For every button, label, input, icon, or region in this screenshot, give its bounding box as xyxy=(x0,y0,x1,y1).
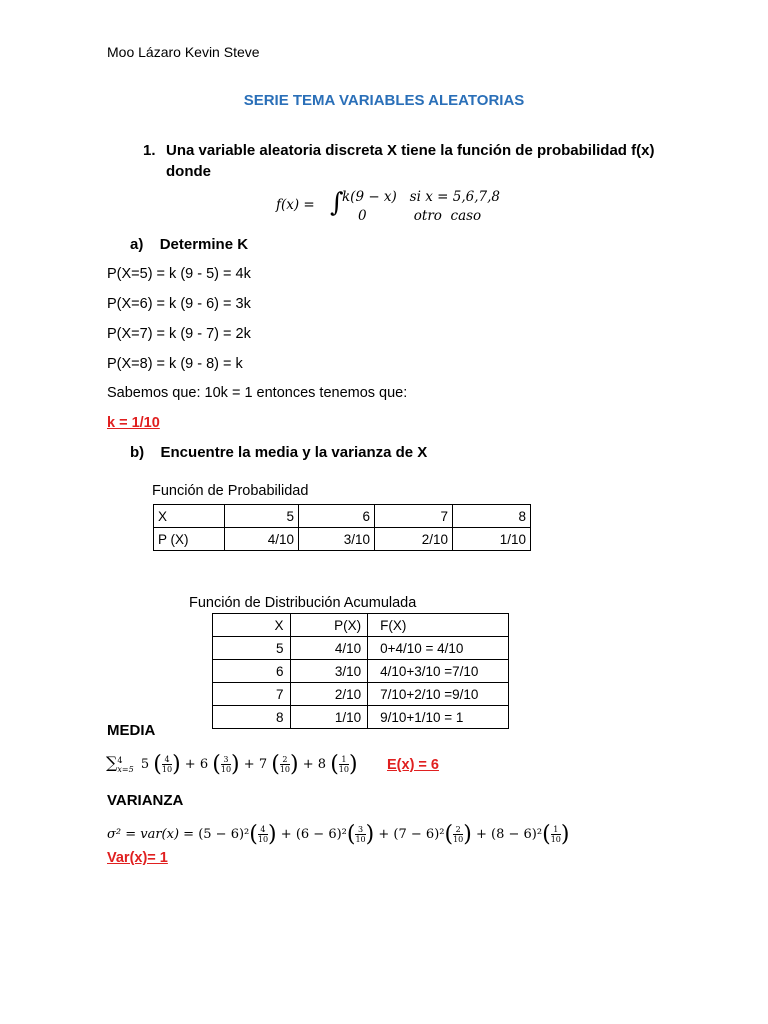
table-cell: 4/10 xyxy=(290,637,368,660)
part-a-line: Sabemos que: 10k = 1 entonces tenemos que: xyxy=(107,385,408,401)
table-cell: 5 xyxy=(225,505,299,528)
table-cell: X xyxy=(154,505,225,528)
part-a-line: P(X=8) = k (9 - 8) = k xyxy=(107,356,243,372)
table-cell: 3/10 xyxy=(290,660,368,683)
table-cell: 1/10 xyxy=(290,706,368,729)
formula-brace: ∫ xyxy=(330,188,344,218)
part-a-line: P(X=7) = k (9 - 7) = 2k xyxy=(107,326,251,342)
formula-lhs: f(x) = xyxy=(276,197,315,213)
mean-term: 8 ( $\frac{1}{10}$ ) xyxy=(317,752,358,777)
variance-term: (6 − 6)²( $\frac{3}{10}$ ) xyxy=(295,822,375,847)
table-cell: 7 xyxy=(213,683,291,706)
media-heading: MEDIA xyxy=(107,722,156,739)
probability-table xyxy=(153,504,531,551)
table-header-cell: X xyxy=(213,614,291,637)
part-b-title: Encuentre la media y la varianza de X xyxy=(160,444,428,461)
table-cell: 2/10 xyxy=(290,683,368,706)
table-cell: 6 xyxy=(213,660,291,683)
media-equation: ∑ 4 x=5 5 ( $\frac{4}{10}$ ) + 6 ( $\frac{3}{10}$ ) + 7 ( $\frac{2}{10}$ ) + 8 ( $\frac{1}{10}$ ) xyxy=(106,752,358,777)
sum-lower: x=5 xyxy=(117,764,134,774)
table-row xyxy=(154,528,531,551)
table-row xyxy=(154,505,531,528)
table-cell: 1/10 xyxy=(453,528,531,551)
table-cell: 4/10 xyxy=(225,528,299,551)
table-row xyxy=(213,660,509,683)
part-a-heading xyxy=(130,236,248,253)
question-text-line1: Una variable aleatoria discreta X tiene la función de probabilidad f(x) xyxy=(166,142,655,159)
part-b-label: b) xyxy=(130,444,145,461)
table-row xyxy=(213,637,509,660)
table-header-cell: P(X) xyxy=(290,614,368,637)
mean-term: 6 ( $\frac{3}{10}$ ) xyxy=(199,752,240,777)
mean-term: 5 ( $\frac{4}{10}$ ) xyxy=(140,752,181,777)
part-a-line: P(X=5) = k (9 - 5) = 4k xyxy=(107,266,251,282)
sum-symbol: ∑ xyxy=(106,753,118,772)
mean-result: E(x) = 6 xyxy=(387,757,439,773)
document-title: SERIE TEMA VARIABLES ALEATORIAS xyxy=(243,92,525,109)
table-row xyxy=(213,614,509,637)
table-cell: 4/10+3/10 =7/10 xyxy=(368,660,509,683)
table-cell: 8 xyxy=(213,706,291,729)
part-a-title: Determine K xyxy=(159,236,249,253)
table-header-cell: F(X) xyxy=(368,614,509,637)
variance-term: (8 − 6)²( $\frac{1}{10}$ ) xyxy=(491,822,570,847)
table-cell: 2/10 xyxy=(375,528,453,551)
cdf-table-caption: Función de Distribución Acumulada xyxy=(189,595,417,611)
question-text-line2: donde xyxy=(166,163,211,180)
variance-equation: σ² = var(x) = (5 − 6)²( $\frac{4}{10}$ ) + (6 − 6)²( $\frac{3}{10}$ ) + (7 − 6)²( $\frac{2}{10}$ ) + (8 − 6)²( $\frac{1}{10}$ ) xyxy=(107,822,570,847)
formula-case-2: 0 otro caso xyxy=(358,208,482,224)
variance-term: (7 − 6)²( $\frac{2}{10}$ ) xyxy=(393,822,472,847)
question-number: 1. xyxy=(143,142,156,159)
part-a-label: a) xyxy=(130,236,144,253)
table-cell: 9/10+1/10 = 1 xyxy=(368,706,509,729)
table-cell: 7/10+2/10 =9/10 xyxy=(368,683,509,706)
variance-lhs: σ² = var(x) = xyxy=(107,827,195,842)
author-name: Moo Lázaro Kevin Steve xyxy=(107,44,260,60)
table-cell: 8 xyxy=(453,505,531,528)
table-cell: 0+4/10 = 4/10 xyxy=(368,637,509,660)
part-b-heading xyxy=(130,444,427,461)
table-cell: P (X) xyxy=(154,528,225,551)
table-cell: 5 xyxy=(213,637,291,660)
table-cell: 3/10 xyxy=(299,528,375,551)
table-cell: 6 xyxy=(299,505,375,528)
cdf-table xyxy=(212,613,509,729)
table-row xyxy=(213,706,509,729)
varianza-heading: VARIANZA xyxy=(107,792,184,809)
prob-table-caption: Función de Probabilidad xyxy=(152,483,309,499)
mean-term: 7 ( $\frac{2}{10}$ ) xyxy=(258,752,299,777)
variance-result: Var(x)= 1 xyxy=(107,850,168,866)
part-a-line: P(X=6) = k (9 - 6) = 3k xyxy=(107,296,251,312)
k-result: k = 1/10 xyxy=(107,415,160,431)
table-cell: 7 xyxy=(375,505,453,528)
formula-case-1: k(9 − x) si x = 5,6,7,8 xyxy=(342,189,500,205)
sum-upper: 4 xyxy=(117,755,123,765)
variance-term: (5 − 6)²( $\frac{4}{10}$ ) xyxy=(198,822,277,847)
table-row xyxy=(213,683,509,706)
